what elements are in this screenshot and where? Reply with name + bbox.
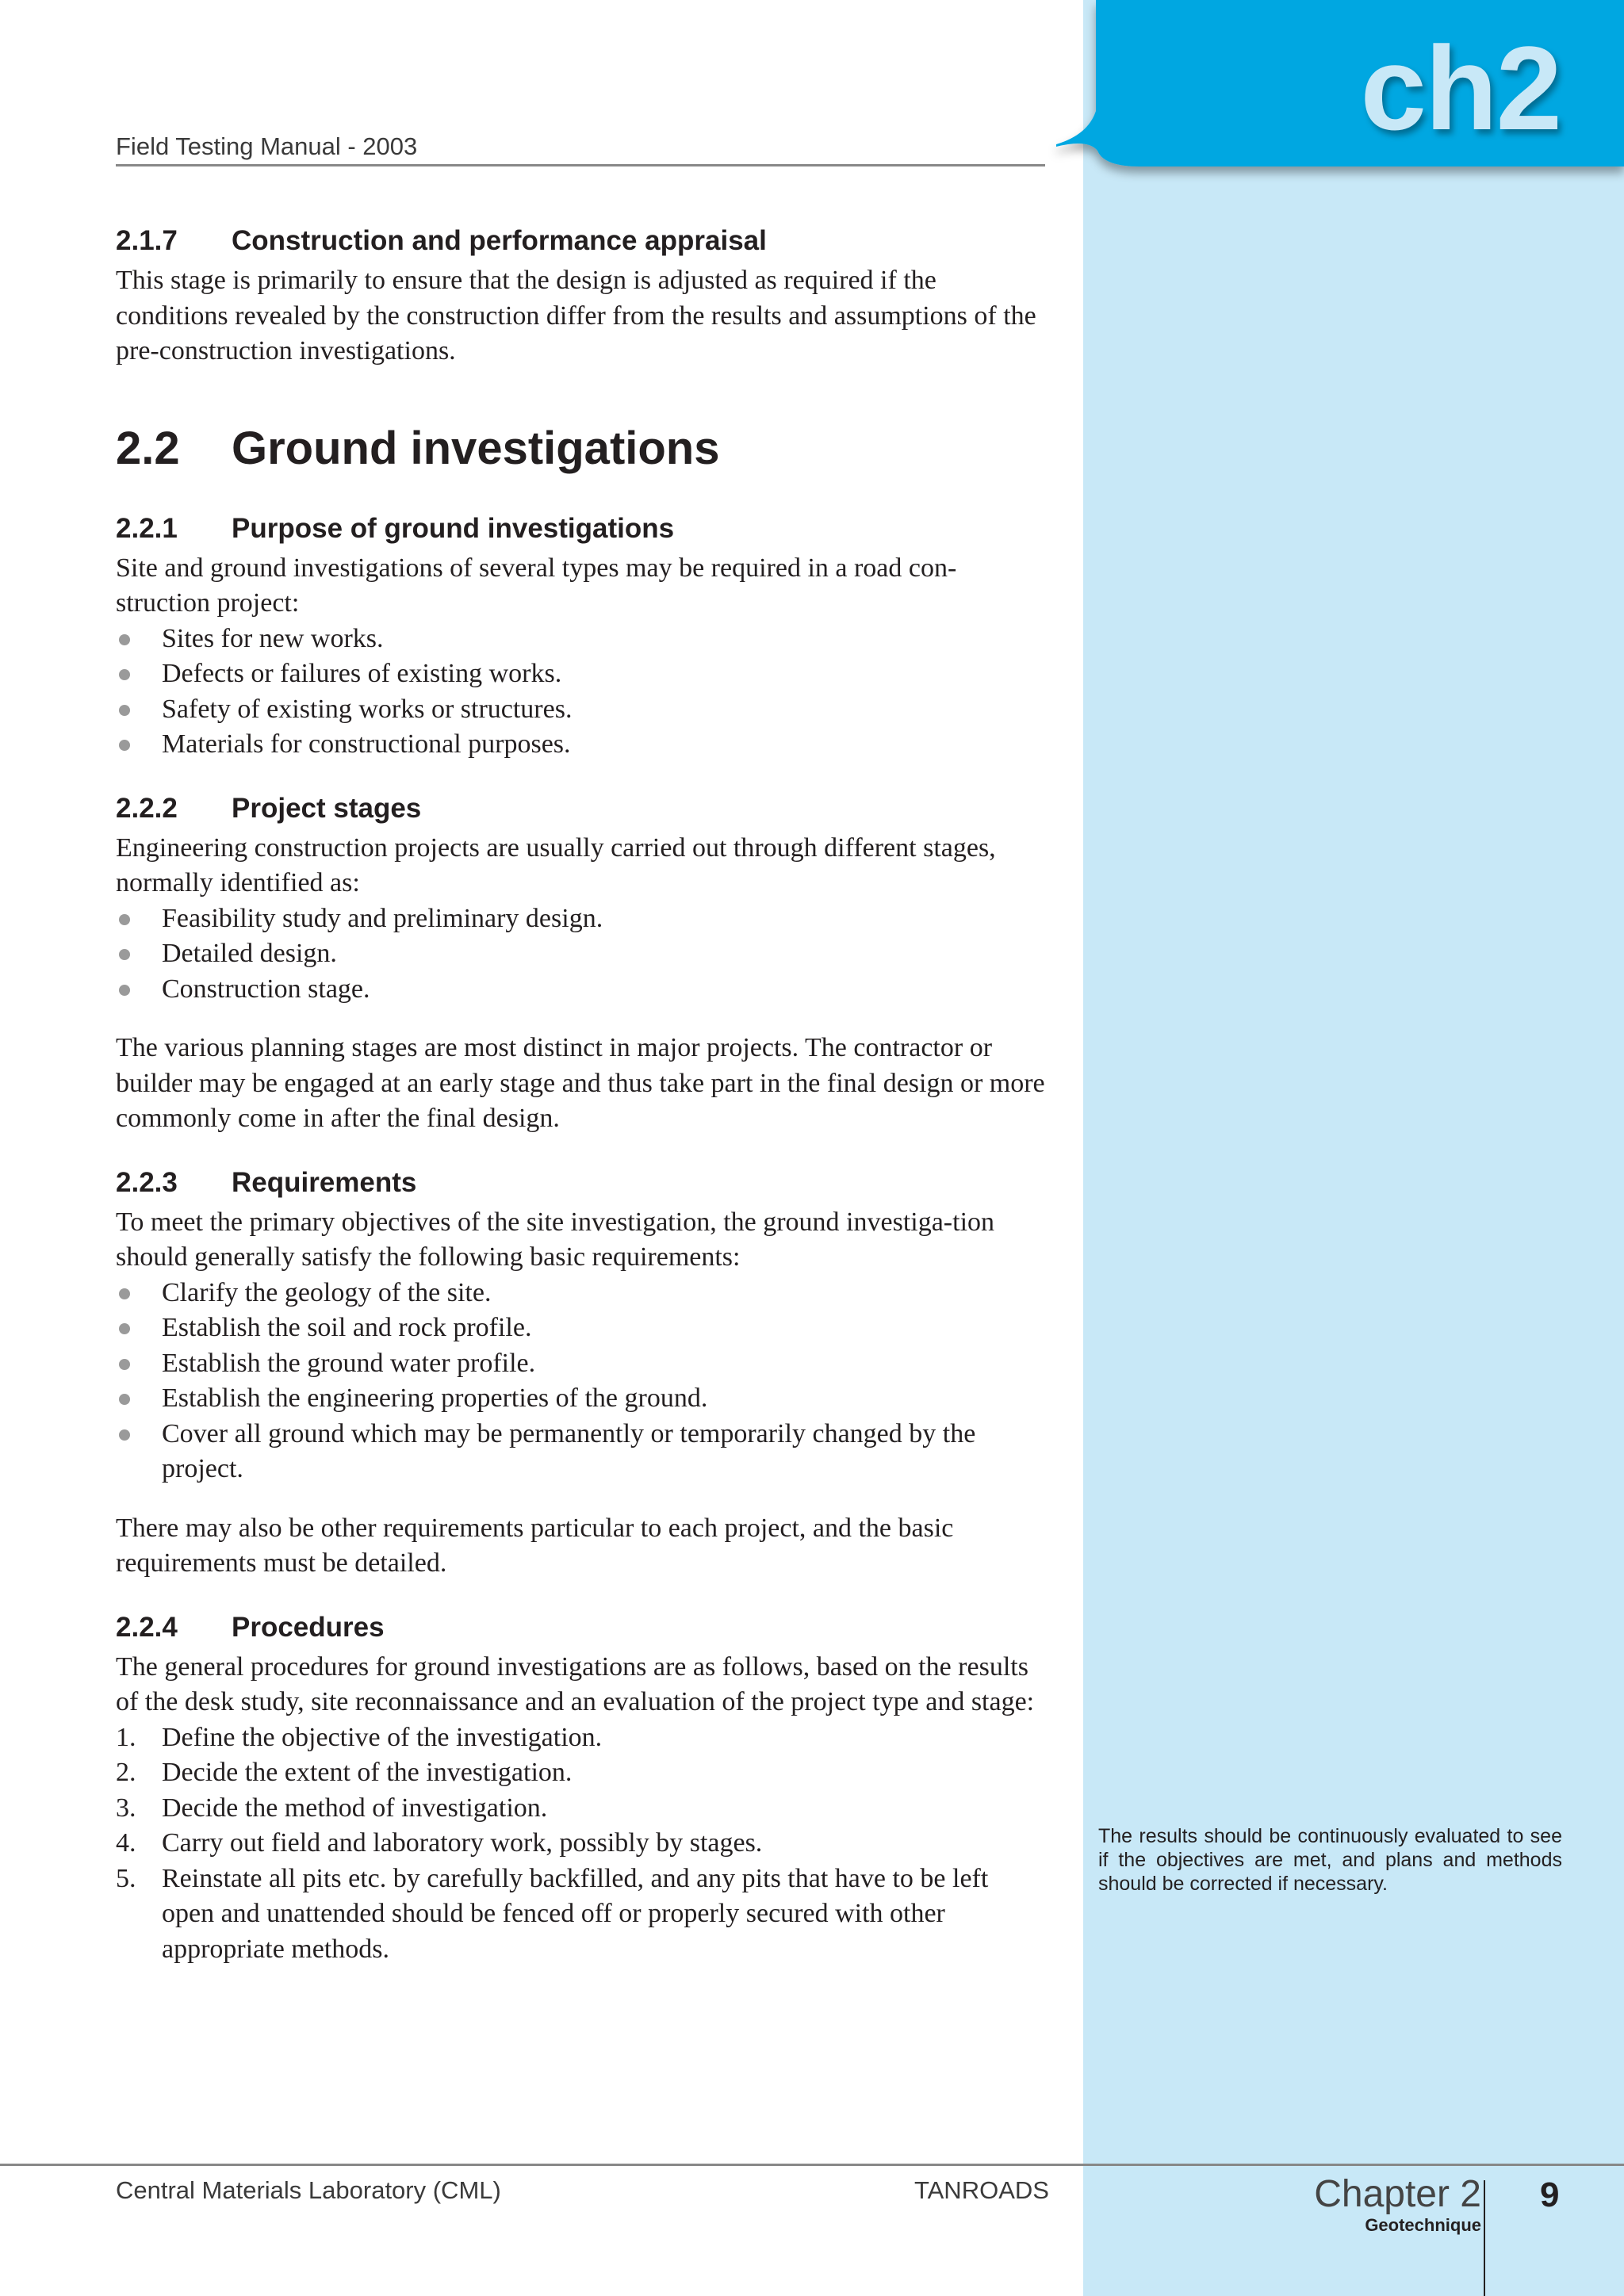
list-item-text: Define the objective of the investigation. (162, 1722, 603, 1752)
section-heading-2-2-3 (116, 1167, 1045, 1199)
chapter-label: Chapter 2 (1314, 2173, 1481, 2215)
section-heading-2-2-2 (116, 793, 1045, 825)
list-item (116, 972, 1045, 1008)
chapter-tab-label: ch2 (1360, 21, 1561, 155)
section-title: Purpose of ground investigations (232, 512, 675, 544)
section-title: Ground investigations (232, 422, 720, 474)
list-number: 5. (116, 1863, 136, 1893)
list-item-text: Establish the soil and rock profile. (162, 1313, 532, 1342)
list-number: 4. (116, 1828, 136, 1858)
section-number: 2.2.4 (116, 1611, 178, 1643)
margin-note: The results should be continuously evaluated to see if the objectives are met, and plans and methods should be corrected if necessary. (1098, 1825, 1562, 1895)
list-item-text: Reinstate all pits etc. by carefully backfilled, and any pits that have to be left open and unattended should be fenced off or properly secured with other appropriate methods. (162, 1863, 989, 1964)
list-item-text: Establish the engineering properties of the ground. (162, 1383, 708, 1413)
list-number: 1. (116, 1722, 136, 1752)
bullet-list (116, 901, 1045, 1008)
bullet-icon (116, 656, 162, 692)
list-item (116, 936, 1045, 972)
list-item (116, 1862, 1045, 1968)
bullet-icon (116, 901, 162, 937)
paragraph: Site and ground investigations of several types may be required in a road con-struction project: (116, 553, 957, 618)
section-heading-2-2 (116, 422, 1045, 475)
list-number: 3. (116, 1793, 136, 1823)
list-item (116, 1417, 1045, 1487)
numbered-list (116, 1720, 1045, 1968)
running-head: Field Testing Manual - 2003 (116, 132, 1045, 166)
list-item-text: Defects or failures of existing works. (162, 659, 562, 688)
list-item-text: Sites for new works. (162, 623, 384, 653)
list-item (116, 656, 1045, 692)
list-item-text: Carry out field and laboratory work, possibly by stages. (162, 1828, 763, 1858)
bullet-icon (116, 1346, 162, 1382)
section-number: 2.2.2 (116, 792, 178, 824)
list-item (116, 901, 1045, 937)
section-number: 2.1.7 (116, 225, 178, 256)
footer-divider (1484, 2180, 1485, 2296)
bullet-icon (116, 1417, 162, 1487)
paragraph: This stage is primarily to ensure that the design is adjusted as required if the conditions revealed by the construction differ from the results and assumptions of the pre-construction investigations. (116, 266, 1036, 365)
section-title: Construction and performance appraisal (232, 225, 767, 256)
paragraph: The various planning stages are most distinct in major projects. The contractor or builder may be engaged at an early stage and thus take part in the final design or more commonly come in after the final design. (116, 1033, 1045, 1133)
list-item (116, 622, 1045, 657)
list-item-text: Materials for constructional purposes. (162, 729, 571, 759)
bullet-icon (116, 1311, 162, 1346)
chapter-subtitle: Geotechnique (1365, 2215, 1481, 2235)
list-item-text: Detailed design. (162, 939, 337, 968)
list-item-text: Construction stage. (162, 974, 370, 1004)
paragraph: To meet the primary objectives of the site investigation, the ground investiga-tion should generally satisfy the following basic requirements: (116, 1207, 995, 1272)
section-heading-2-2-4 (116, 1612, 1045, 1644)
section-title: Requirements (232, 1166, 417, 1198)
list-item (116, 1381, 1045, 1417)
chapter-tab (1083, 0, 1624, 173)
footer-organization: Central Materials Laboratory (CML) (116, 2176, 501, 2204)
bullet-list (116, 1276, 1045, 1487)
list-item-text: Decide the method of investigation. (162, 1793, 548, 1823)
list-item (116, 1755, 1045, 1791)
list-item-text: Safety of existing works or structures. (162, 694, 573, 724)
paragraph: The general procedures for ground investigations are as follows, based on the results of the desk study, site reconnaissance and an evaluation of the project type and stage: (116, 1651, 1035, 1716)
list-number: 2. (116, 1758, 136, 1787)
footer-chapter (1314, 2174, 1481, 2236)
chapter-sidebar (1083, 0, 1624, 2296)
footer-rule (0, 2164, 1624, 2166)
list-item (116, 1276, 1045, 1311)
bullet-icon (116, 727, 162, 763)
paragraph: Engineering construction projects are usually carried out through different stages, normally identified as: (116, 832, 996, 897)
section-heading-2-2-1 (116, 513, 1045, 545)
bullet-icon (116, 936, 162, 972)
section-number: 2.2 (116, 422, 180, 474)
bullet-list (116, 622, 1045, 763)
list-item (116, 727, 1045, 763)
bullet-icon (116, 622, 162, 657)
list-item-text: Decide the extent of the investigation. (162, 1758, 573, 1787)
section-heading-2-1-7 (116, 225, 1045, 257)
paragraph: There may also be other requirements particular to each project, and the basic requirements must be detailed. (116, 1513, 954, 1578)
list-item (116, 692, 1045, 728)
bullet-icon (116, 972, 162, 1008)
list-item (116, 1346, 1045, 1382)
list-item-text: Establish the ground water profile. (162, 1348, 536, 1378)
list-item (116, 1311, 1045, 1346)
section-number: 2.2.1 (116, 512, 178, 544)
page-number: 9 (1540, 2175, 1560, 2214)
section-number: 2.2.3 (116, 1166, 178, 1198)
list-item-text: Cover all ground which may be permanently or temporarily changed by the project. (162, 1418, 976, 1483)
bullet-icon (116, 692, 162, 728)
section-title: Procedures (232, 1611, 385, 1643)
footer-agency: TANROADS (914, 2176, 1049, 2204)
section-title: Project stages (232, 792, 422, 824)
list-item (116, 1720, 1045, 1756)
list-item (116, 1826, 1045, 1862)
bullet-icon (116, 1276, 162, 1311)
list-item (116, 1791, 1045, 1827)
list-item-text: Feasibility study and preliminary design. (162, 903, 603, 933)
bullet-icon (116, 1381, 162, 1417)
list-item-text: Clarify the geology of the site. (162, 1277, 492, 1307)
main-content (116, 225, 1045, 1967)
